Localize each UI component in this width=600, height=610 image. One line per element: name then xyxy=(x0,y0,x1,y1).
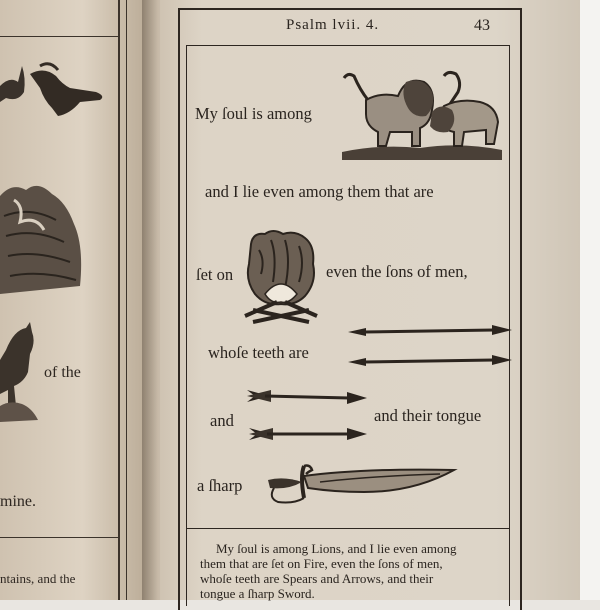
arrows-woodcut-icon xyxy=(245,386,370,446)
running-head: Psalm lvii. 4. xyxy=(286,17,380,33)
footer-rule xyxy=(186,528,510,529)
verse-line-3a: ſet on xyxy=(196,265,234,284)
background-edge xyxy=(580,0,600,600)
left-page-fragment-2: mine. xyxy=(0,493,36,510)
lions-woodcut-icon xyxy=(340,70,505,162)
left-page-border-inner xyxy=(126,0,127,600)
caption-line-4: tongue a ſharp Sword. xyxy=(200,586,315,601)
caption-line-2: them that are ſet on Fire, even the ſons of men, xyxy=(200,556,443,571)
fire-woodcut-icon xyxy=(243,230,319,324)
mountain-woodcut-icon xyxy=(0,176,85,301)
spears-woodcut-icon xyxy=(344,322,514,370)
verse-line-3b: even the ſons of men, xyxy=(326,262,468,281)
horse-woodcut-icon xyxy=(0,320,42,425)
birds-woodcut-icon xyxy=(0,58,115,128)
sword-woodcut-icon xyxy=(264,462,459,508)
verse-line-4: whoſe teeth are xyxy=(208,343,309,362)
verse-line-6: a ſharp xyxy=(197,476,243,495)
left-page-footer-rule xyxy=(0,537,118,538)
caption-line-1: My ſoul is among Lions, and I lie even among xyxy=(216,541,457,556)
left-page-fragment-3: ntains, and the xyxy=(0,571,76,586)
left-page xyxy=(0,0,150,600)
left-page-border xyxy=(118,0,120,600)
page-number: 43 xyxy=(474,17,490,34)
left-page-fragment-1: of the xyxy=(44,364,81,381)
verse-line-5a: and xyxy=(210,411,234,430)
header-rule xyxy=(186,45,510,46)
verse-line-1: My ſoul is among xyxy=(195,104,312,123)
verse-line-2: and I lie even among them that are xyxy=(205,182,434,201)
caption-line-3: whoſe teeth are Spears and Arrows, and their xyxy=(200,571,434,586)
left-page-header-rule xyxy=(0,36,118,37)
verse-line-5b: and their tongue xyxy=(374,406,482,425)
